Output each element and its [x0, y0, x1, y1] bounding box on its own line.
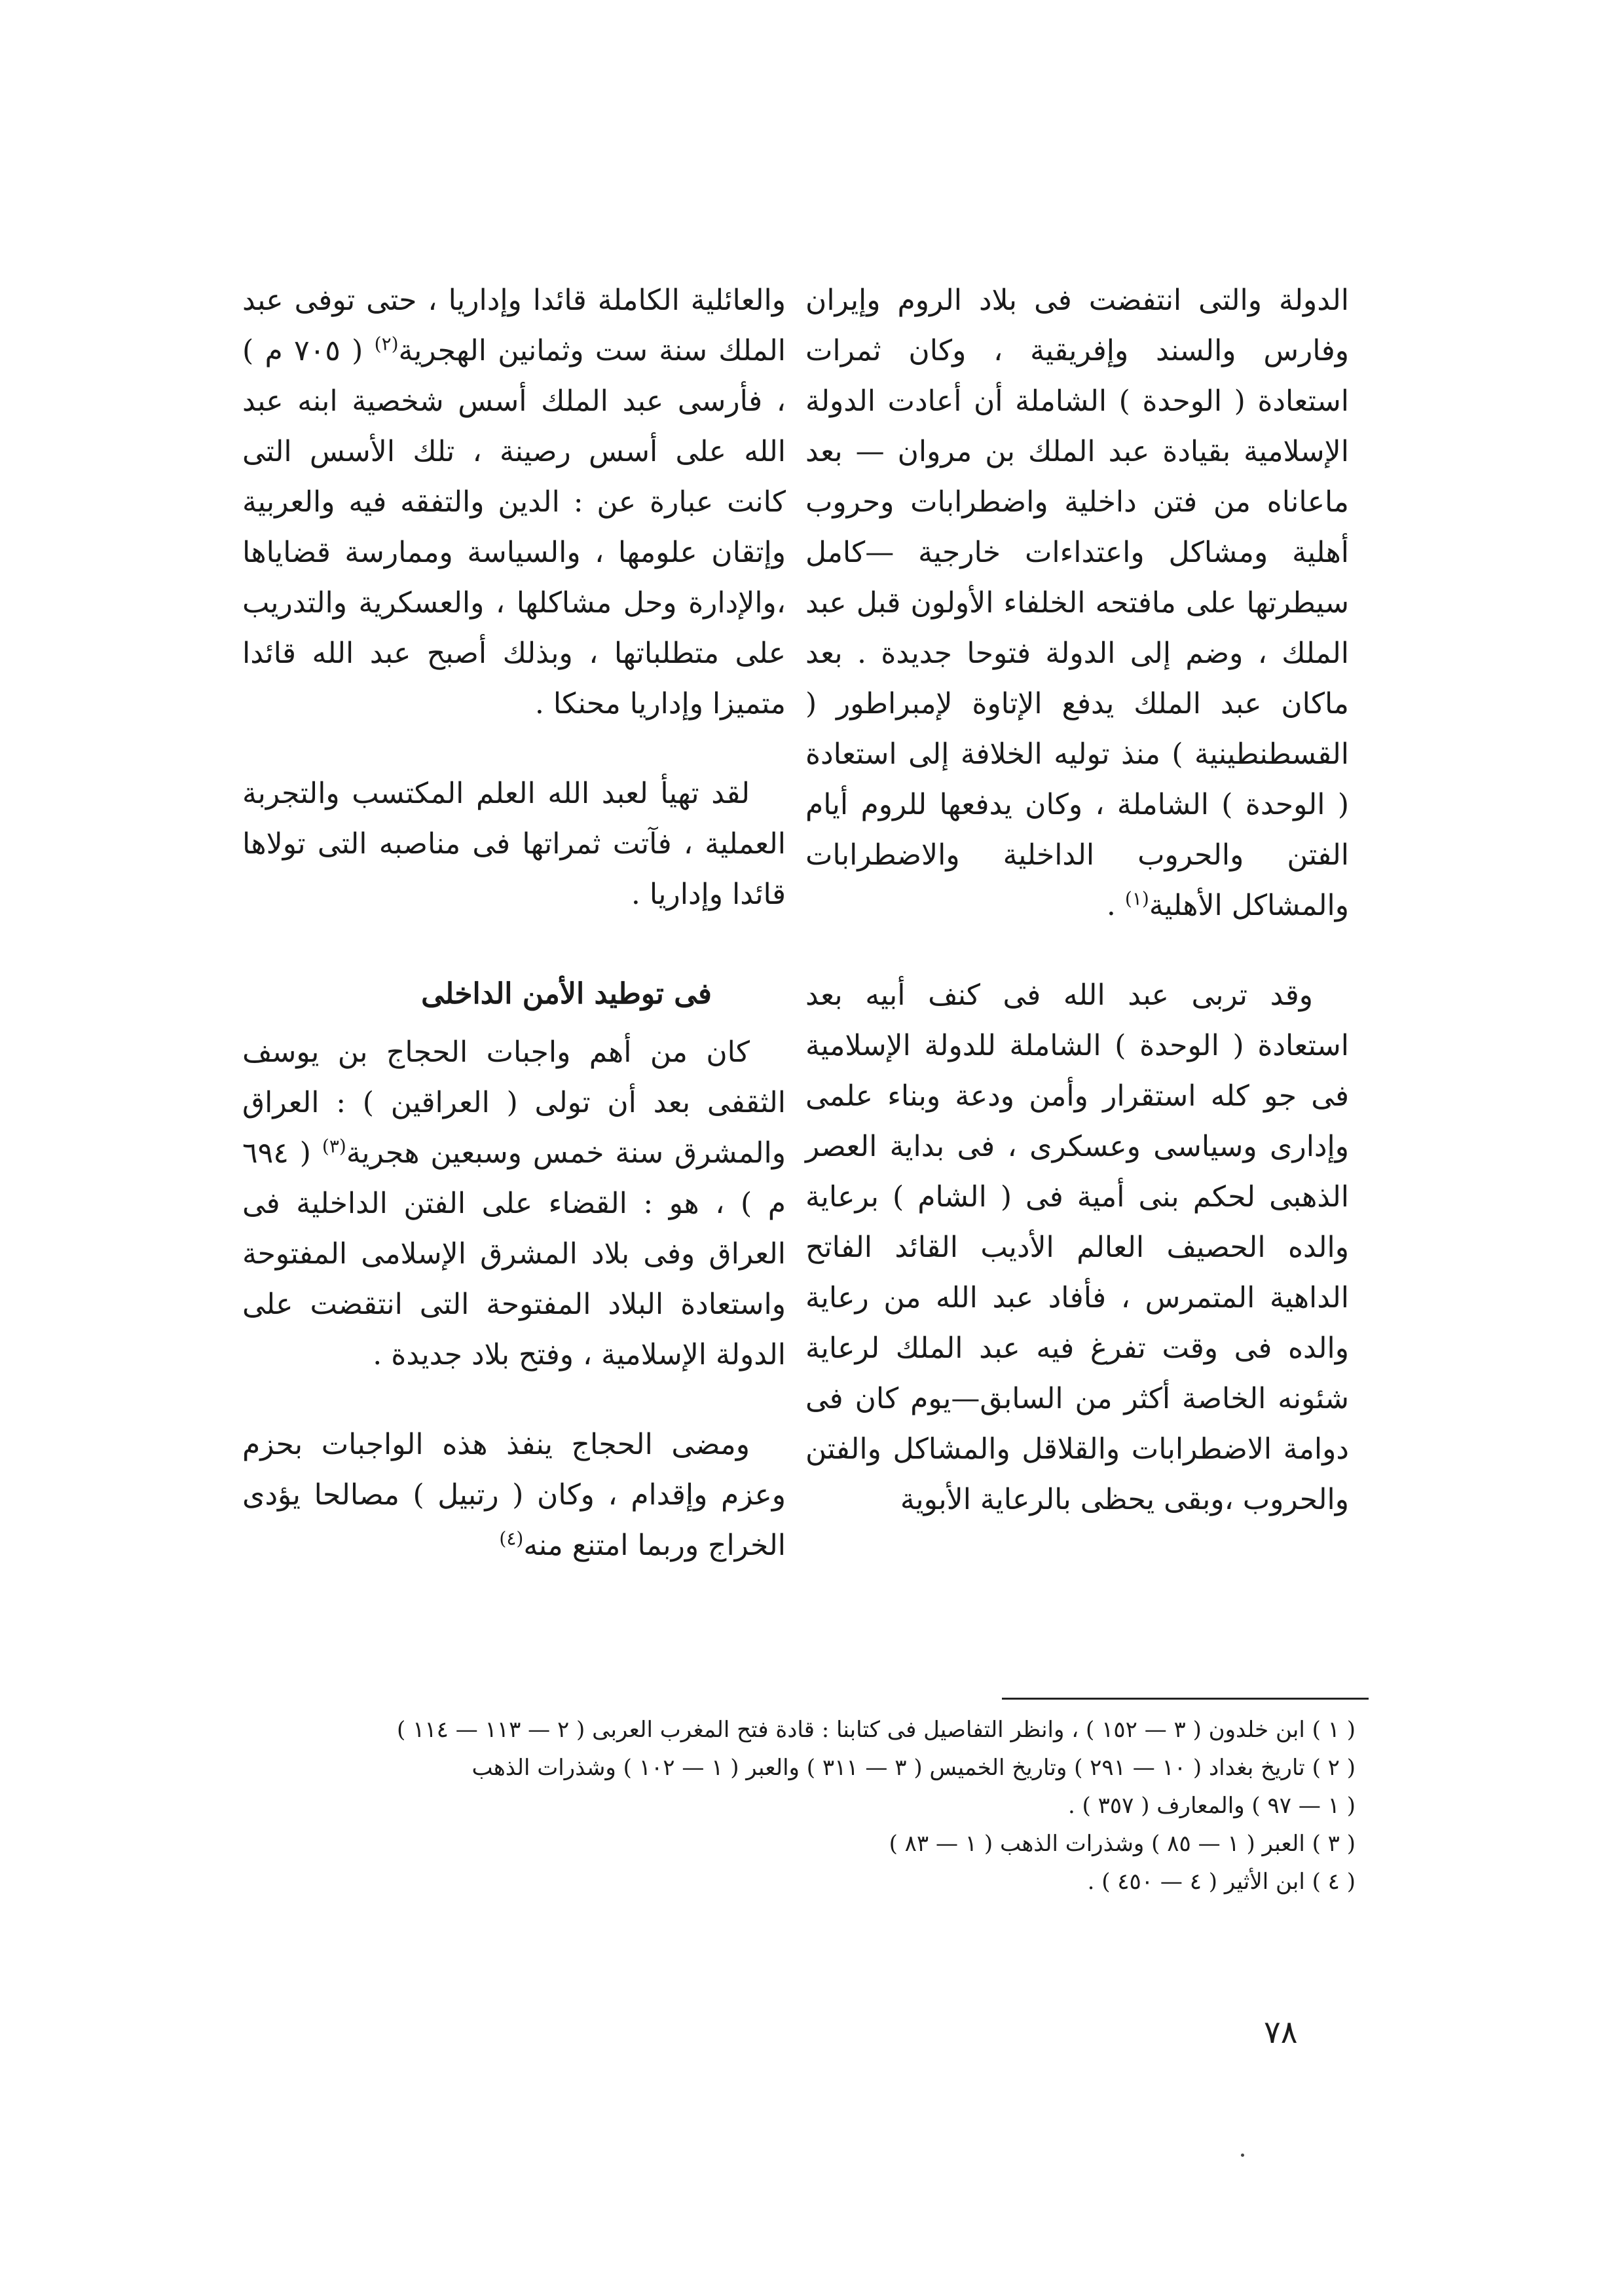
page-number: ٧٨	[1264, 2014, 1298, 2051]
left-text-column	[242, 275, 786, 1571]
footnotes	[262, 1711, 1356, 1901]
footnote-3: ( ٣ ) العبر ( ١ — ٨٥ ) وشذرات الذهب ( ١ — ٨٣ )	[889, 1831, 1356, 1857]
footnote-2-continued: ( ١ — ٩٧ ) والمعارف ( ٣٥٧ ) .	[1067, 1793, 1356, 1819]
footnote-1: ( ١ ) ابن خلدون ( ٣ — ١٥٢ ) ، وانظر التفاصيل فى كتابنا : قادة فتح المغرب العربى ( ٢ — ١١٣ — ١١٤ )	[397, 1717, 1356, 1743]
right-text-column	[805, 275, 1349, 1525]
scan-speck	[1241, 2154, 1244, 2157]
footnote-marker: (٣)	[322, 1135, 346, 1157]
footnote-marker: (٤)	[499, 1527, 524, 1550]
paragraph: الدولة والتى انتفضت فى بلاد الروم وإيران وفارس والسند وإفريقية ، وكان ثمرات استعادة ( الوحدة ) الشاملة أن أعادت الدولة الإسلامية بقيادة عبد الملك بن مروان — بعد ماعاناه من فتن داخلية واضطرابات وحروب أهلية ومشاكل واعتداءات خارجية —كامل سيطرتها على مافتحه الخلفاء الأولون قبل عبد الملك ، وضم إلى الدولة فتوحا جديدة . بعد ماكان عبد الملك يدفع الإتاوة لإمبراطور ( القسطنطينية ) منذ توليه الخلافة إلى استعادة ( الوحدة ) الشاملة ، وكان يدفعها للروم أيام الفتن والحروب الداخلية والاضطرابات والمشاكل الأهلية$^{(١)}$ .	[805, 284, 1349, 922]
footnote-4: ( ٤ ) ابن الأثير ( ٤ — ٤٥٠ ) .	[1087, 1869, 1356, 1895]
paragraph: وقد تربى عبد الله فى كنف أبيه بعد استعادة ( الوحدة ) الشاملة للدولة الإسلامية فى جو كله استقرار وأمن ودعة وبناء علمى وإدارى وسياسى وعسكرى ، فى بداية العصر الذهبى لحكم بنى أمية فى ( الشام ) برعاية والده الحصيف العالم الأديب القائد الفاتح الداهية المتمرس ، فأفاد عبد الله من رعاية والده فى وقت تفرغ فيه عبد الملك لرعاية شئونه الخاصة أكثر من السابق—يوم كان فى دوامة الاضطرابات والقلاقل والمشاكل والفتن والحروب ،وبقى يحظى بالرعاية الأبوية	[805, 979, 1349, 1516]
paragraph: والعائلية الكاملة قائدا وإداريا ، حتى توفى عبد الملك سنة ست وثمانين الهجرية$^{(٢)}$ ( ٧٠٥ م ) ، فأرسى عبد الملك أسس شخصية ابنه عبد الله على أسس رصينة ، تلك الأسس التى كانت عبارة عن : الدين والتفقه فيه والعربية وإتقان علومها ، والسياسة وممارسة قضاياها ،والإدارة وحل مشاكلها ، والعسكرية والتدريب على متطلباتها ، وبذلك أصبح عبد الله قائدا متميزا وإداريا محنكا .	[242, 284, 786, 720]
paragraph: لقد تهيأ لعبد الله العلم المكتسب والتجربة العملية ، فآتت ثمراتها فى مناصبه التى تولاها قائدا وإداريا .	[242, 777, 786, 911]
section-heading: فى توطيد الأمن الداخلى	[421, 977, 712, 1011]
footnote-marker: (٢)	[374, 333, 399, 355]
footnote-divider	[1002, 1698, 1369, 1700]
footnote-marker: (١)	[1124, 887, 1149, 910]
paragraph: كان من أهم واجبات الحجاج بن يوسف الثقفى بعد أن تولى ( العراقين ) : العراق والمشرق سنة خمس وسبعين هجرية$^{(٣)}$ ( ٦٩٤ م ) ، هو : القضاء على الفتن الداخلية فى العراق وفى بلاد المشرق الإسلامى المفتوحة واستعادة البلاد المفتوحة التى انتقضت على الدولة الإسلامية ، وفتح بلاد جديدة .	[242, 1036, 786, 1371]
footnote-2: ( ٢ ) تاريخ بغداد ( ١٠ — ٢٩١ ) وتاريخ الخميس ( ٣ — ٣١١ ) والعبر ( ١ — ١٠٢ ) وشذرات الذهب	[471, 1755, 1356, 1781]
paragraph: ومضى الحجاج ينفذ هذه الواجبات بحزم وعزم وإقدام ، وكان ( رتبيل ) مصالحا يؤدى الخراج وربما امتنع منه$^{(٤)}$	[242, 1428, 786, 1562]
